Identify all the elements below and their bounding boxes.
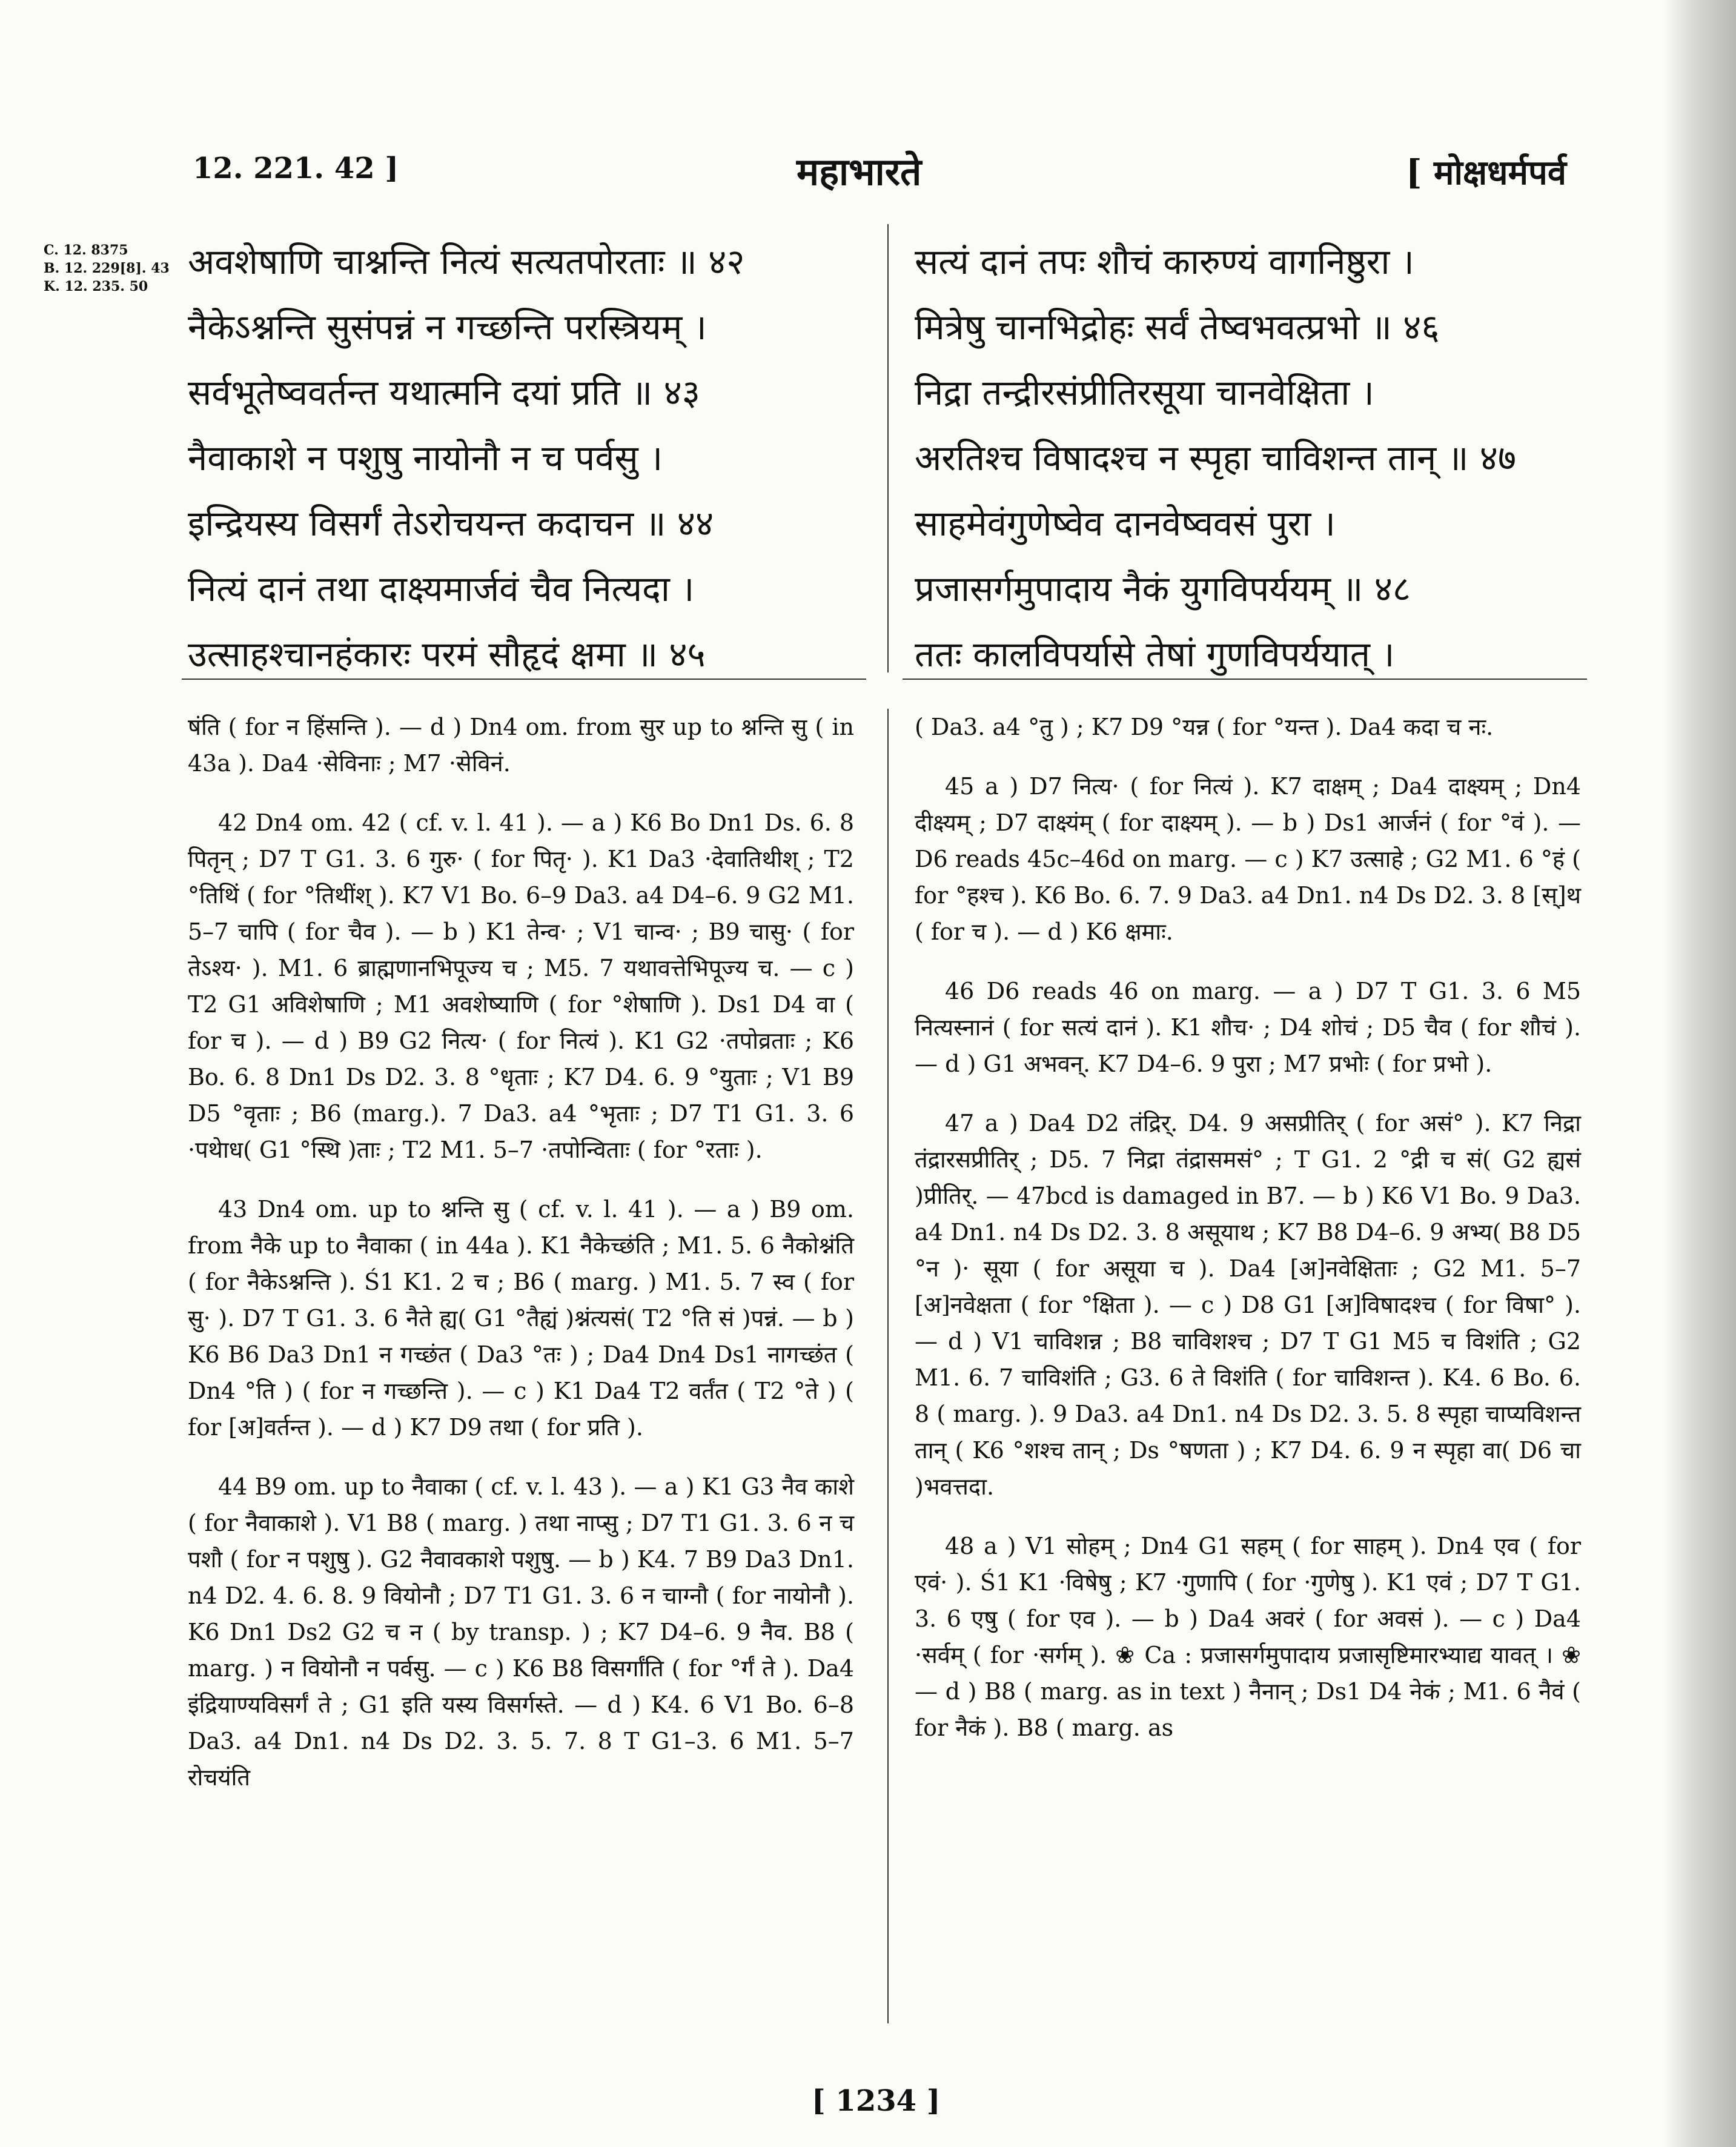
header-section: [ मोक्षधर्मपर्व — [1405, 153, 1566, 193]
verse-line: साहमेवंगुणेष्वेव दानवेष्ववसं पुरा । — [915, 503, 1336, 544]
marginal-concordance — [44, 241, 170, 296]
apparatus-note: 43 Dn4 om. up to श्नन्ति सु ( cf. v. l. 41 ). — a ) B9 om. from नैके up to नैवाका ( in 44a ). K1 नैकेच्छंति ; M1. 5. 6 नैकोश्नंति ( for नैकेऽश्नन्ति ). Ś1 K1. 2 च ; B6 ( marg. ) M1. 5. 7 स्व ( for सु· ). D7 T G1. 3. 6 नैते ह्य( G1 °तैह्यं )श्नंत्यसं( T2 °ति सं )पन्नं. — b ) K6 B6 Da3 Dn1 न गच्छंत ( Da3 °तः ) ; Da4 Dn4 Ds1 नागच्छंत ( Dn4 °ति ) ( for न गच्छन्ति ). — c ) K1 Da4 T2 वर्तंत ( T2 °ते ) ( for [अ]वर्तन्त ). — d ) K7 D9 तथा ( for प्रति ). — [188, 1196, 854, 1441]
verse-line: सर्वभूतेष्ववर्तन्त यथात्मनि दयां प्रति ॥ ४३ — [188, 372, 700, 413]
header-title: महाभारते — [797, 150, 922, 194]
verse-line: निद्रा तन्द्रीरसंप्रीतिरसूया चानवेक्षिता । — [915, 372, 1374, 413]
verse-line: अवशेषाणि चाश्नन्ति नित्यं सत्यतपोरताः ॥ ४२ — [188, 241, 745, 282]
verse-line: नैकेऽश्नन्ति सुसंपन्नं न गच्छन्ति परस्त्रियम् । — [188, 307, 707, 348]
apparatus-note: ( Da3. a4 °तु ) ; K7 D9 °यन्न ( for °यन्त ). Da4 कदा च नः. — [915, 714, 1494, 740]
apparatus-note: 47 a ) Da4 D2 तंद्रिर्. D4. 9 असप्रीतिर् ( for असं° ). K7 निद्रा तंद्रारसप्रीतिर् ; D5. 7 निद्रा तंद्रासमसं° ; T G1. 2 °द्री च सं( G2 ह्यसं )प्रीतिर्. — 47bcd is damaged in B7. — b ) K6 V1 Bo. 9 Da3. a4 Dn1. n4 Ds D2. 3. 8 असूयाथ ; K7 B8 D4–6. 9 अभ्य( B8 D5 °न )· सूया ( for असूया च ). Da4 [अ]नवेक्षिताः ; G2 M1. 5–7 [अ]नवेक्षता ( for °क्षिता ). — c ) D8 G1 [अ]विषादश्च ( for विषा° ). — d ) V1 चाविशन्न ; B8 चाविशश्च ; D7 T G1 M5 च विशंति ; G2 M1. 6. 7 चाविशंति ; G3. 6 ते विशंति ( for चाविशन्त ). K4. 6 Bo. 6. 8 ( marg. ). 9 Da3. a4 Dn1. n4 Ds D2. 3. 5. 8 स्पृहा चाप्यविशन्त तान् ( K6 °शश्च तान् ; Ds °षणता ) ; K7 D4. 6. 9 न स्पृहा वा( D6 चा )भवत्तदा. — [915, 1110, 1581, 1500]
marginal-ref: C. 12. 8375 — [44, 242, 128, 258]
running-header — [0, 151, 1736, 206]
section-rule — [903, 679, 1587, 680]
apparatus-column-right — [915, 709, 1581, 1769]
verse-column-right — [915, 229, 1575, 687]
column-divider — [887, 224, 889, 672]
verse-line: मित्रेषु चानभिद्रोहः सर्वं तेष्वभवत्प्रभो ॥ ४६ — [915, 307, 1440, 348]
page-number: [ 1234 ] — [812, 2084, 941, 2118]
apparatus-note: 44 B9 om. up to नैवाका ( cf. v. l. 43 ). — a ) K1 G3 नैव काशे ( for नैवाकाशे ). V1 B8 ( marg. ) तथा नाप्सु ; D7 T1 G1. 3. 6 न च पशौ ( for न पशुषु ). G2 नैवावकाशे पशुषु. — b ) K4. 7 B9 Da3 Dn1. n4 D2. 4. 6. 8. 9 वियोनौ ; D7 T1 G1. 3. 6 न चाग्नौ ( for नायोनौ ). K6 Dn1 Ds2 G2 च न ( by transp. ) ; K7 D4–6. 9 नैव. B8 ( marg. ) न वियोनौ न पर्वसु. — c ) K6 B8 विसर्गांति ( for °र्गं ते ). Da4 इंद्रियाण्यविसर्गं ते ; G1 इति यस्य विसर्गस्ते. — d ) K4. 6 V1 Bo. 6–8 Da3. a4 Dn1. n4 Ds D2. 3. 5. 7. 8 T G1–3. 6 M1. 5–7 रोचयंति — [188, 1473, 854, 1791]
apparatus-note: 48 a ) V1 सोहम् ; Dn4 G1 सहम् ( for साहम् ). Dn4 एव ( for एवं· ). Ś1 K1 ·विषेषु ; K7 ·गुणापि ( for ·गुणेषु ). K1 एवं ; D7 T G1. 3. 6 एषु ( for एव ). — b ) Da4 अवरं ( for अवसं ). — c ) Da4 ·सर्वम् ( for ·सर्गम् ). ❀ Ca : प्रजासर्गमुपादाय प्रजासृष्टिमारभ्याद्य यावत् । ❀ — d ) B8 ( marg. as in text ) नैनान् ; Ds1 D4 नेकं ; M1. 6 नैवं ( for नैकं ). B8 ( marg. as — [915, 1533, 1581, 1741]
apparatus-note: 46 D6 reads 46 on marg. — a ) D7 T G1. 3. 6 M5 नित्यस्नानं ( for सत्यं दानं ). K1 शौच· ; D4 शोचं ; D5 चैव ( for शौचं ). — d ) G1 अभवन्. K7 D4–6. 9 पुरा ; M7 प्रभोः ( for प्रभो ). — [915, 978, 1581, 1077]
verse-line: उत्साहश्चानहंकारः परमं सौहृदं क्षमा ॥ ४५ — [188, 634, 706, 675]
verse-line: सत्यं दानं तपः शौचं कारुण्यं वागनिष्ठुरा । — [915, 241, 1414, 282]
header-reference: 12. 221. 42 ] — [193, 151, 399, 185]
verse-column-left — [188, 229, 848, 687]
verse-line: ततः कालविपर्यासे तेषां गुणविपर्ययात् । — [915, 634, 1395, 675]
verse-line: नित्यं दानं तथा दाक्ष्यमार्जवं चैव नित्यदा । — [188, 568, 695, 609]
apparatus-column-left — [188, 709, 854, 1819]
verse-line: अरतिश्च विषादश्च न स्पृहा चाविशन्त तान् ॥ ४७ — [915, 437, 1517, 479]
column-divider — [887, 709, 889, 2023]
apparatus-note: 45 a ) D7 नित्य· ( for नित्यं ). K7 दाक्षम् ; Da4 दाक्ष्यम् ; Dn4 दीक्ष्यम् ; D7 दाक्ष्यंम् ( for दाक्ष्यम् ). — b ) Ds1 आर्जनं ( for °वं ). — D6 reads 45c–46d on marg. — c ) K7 उत्साहे ; G2 M1. 6 °हं ( for °हश्च ). K6 Bo. 6. 7. 9 Da3. a4 Dn1. n4 Ds D2. 3. 8 [स्]थ ( for च ). — d ) K6 क्षमाः. — [915, 773, 1581, 945]
marginal-ref: K. 12. 235. 50 — [44, 279, 148, 294]
apparatus-note: षंति ( for न हिंसन्ति ). — d ) Dn4 om. from सुर up to श्नन्ति सु ( in 43a ). Da4 ·सेविनाः ; M7 ·सेविनं. — [188, 714, 854, 777]
marginal-ref: B. 12. 229[8]. 43 — [44, 260, 170, 276]
verse-line: नैवाकाशे न पशुषु नायोनौ न च पर्वसु । — [188, 437, 663, 479]
page-edge-shadow — [1663, 0, 1736, 2147]
apparatus-note: 42 Dn4 om. 42 ( cf. v. l. 41 ). — a ) K6 Bo Dn1 Ds. 6. 8 पितृन् ; D7 T G1. 3. 6 गुरु· ( for पितृ· ). K1 Da3 ·देवातिथीश् ; T2 °तिथिं ( for °तिथींश् ). K7 V1 Bo. 6–9 Da3. a4 D4–6. 9 G2 M1. 5–7 चापि ( for चैव ). — b ) K1 तेन्व· ; V1 चान्व· ; B9 चासु· ( for तेऽश्य· ). M1. 6 ब्राह्मणानभिपूज्य च ; M5. 7 यथावत्तेभिपूज्य च. — c ) T2 G1 अविशेषाणि ; M1 अवशेष्याणि ( for °शेषाणि ). Ds1 D4 वा ( for च ). — d ) B9 G2 नित्य· ( for नित्यं ). K1 G2 ·तपोव्रताः ; K6 Bo. 6. 8 Dn1 Ds D2. 3. 8 °धृताः ; K7 D4. 6. 9 °युताः ; V1 B9 D5 °वृताः ; B6 (marg.). 7 Da3. a4 °भृताः ; D7 T1 G1. 3. 6 ·पथेाध( G1 °स्थि )ताः ; T2 M1. 5–7 ·तपोन्विताः ( for °रताः ). — [188, 809, 854, 1163]
verse-line: प्रजासर्गमुपादाय नैकं युगविपर्ययम् ॥ ४८ — [915, 568, 1411, 609]
section-rule — [182, 679, 866, 680]
verse-line: इन्द्रियस्य विसर्गं तेऽरोचयन्त कदाचन ॥ ४४ — [188, 503, 714, 544]
